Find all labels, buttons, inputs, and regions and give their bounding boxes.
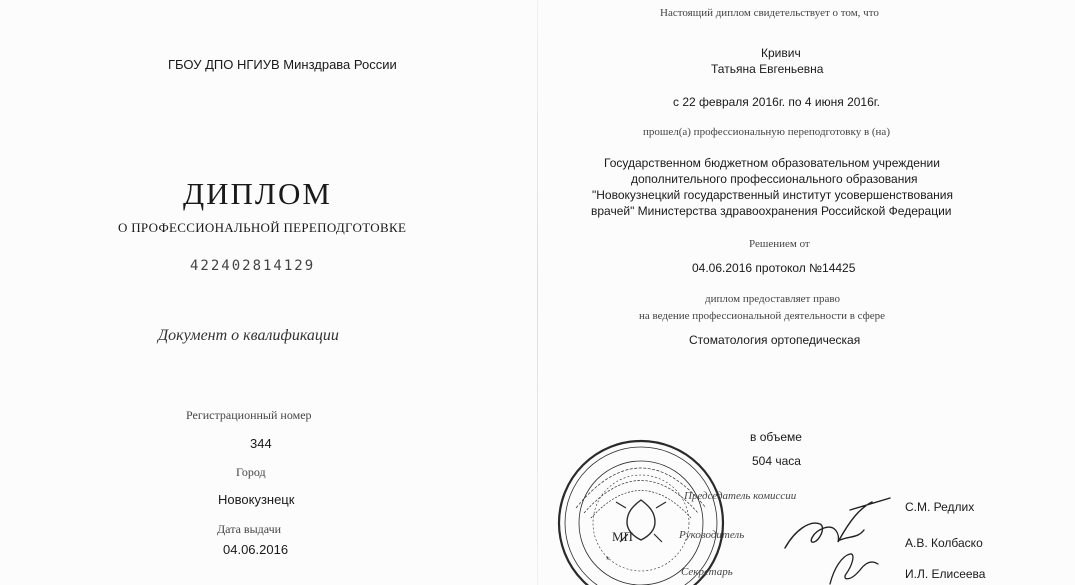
signature-icon xyxy=(820,548,890,585)
rights-text: на ведение профессиональной деятельности в сфере xyxy=(639,310,886,322)
city-value: Новокузнецк xyxy=(218,492,295,507)
issue-date-label: Дата выдачи xyxy=(217,522,282,536)
secretary-label: Секретарь xyxy=(681,566,733,578)
institution-line: "Новокузнецкий государственный институт усовершенствования xyxy=(592,188,953,202)
institution-line: Государственном бюджетном образовательном учреждении xyxy=(604,156,940,170)
head-name: А.В. Колбаско xyxy=(905,536,983,550)
registration-number-label: Регистрационный номер xyxy=(186,408,312,422)
document-type: Документ о квалификации xyxy=(158,327,339,344)
volume-value: 504 часа xyxy=(752,454,801,468)
decision-value: 04.06.2016 протокол №14425 xyxy=(692,261,856,275)
institution-line: дополнительного профессионального образования xyxy=(631,172,918,186)
city-label: Город xyxy=(236,465,266,479)
study-period: с 22 февраля 2016г. по 4 июня 2016г. xyxy=(673,95,881,109)
holder-surname: Кривич xyxy=(761,46,801,60)
official-seal-stamp xyxy=(556,438,726,585)
volume-label: в объеме xyxy=(750,430,802,444)
secretary-name: И.Л. Елисеева xyxy=(905,567,986,581)
commission-chair-name: С.М. Редлих xyxy=(905,500,975,514)
org-header: ГБОУ ДПО НГИУВ Минздрава России xyxy=(168,57,397,72)
specialty: Стоматология ортопедическая xyxy=(689,333,861,347)
diploma-title: ДИПЛОМ xyxy=(183,176,332,211)
decision-label: Решением от xyxy=(749,238,810,250)
diploma-number: 422402814129 xyxy=(190,258,316,274)
head-label: Руководитель xyxy=(679,529,745,541)
intro-text: Настоящий диплом свидетельствует о том, что xyxy=(660,7,879,19)
passed-text: прошел(а) профессиональную переподготовку в (на) xyxy=(643,126,890,138)
registration-number-value: 344 xyxy=(250,436,272,451)
svg-text:*: * xyxy=(606,555,610,565)
diploma-subtitle: О ПРОФЕССИОНАЛЬНОЙ ПЕРЕПОДГОТОВКЕ xyxy=(118,220,407,235)
rights-text: диплом предоставляет право xyxy=(705,293,840,305)
holder-name: Татьяна Евгеньевна xyxy=(711,62,824,76)
seal-mark: МП xyxy=(612,529,633,544)
page-fold xyxy=(537,0,538,585)
commission-chair-label: Председатель комиссии xyxy=(684,490,797,502)
institution-line: врачей" Министерства здравоохранения Российской Федерации xyxy=(591,204,952,218)
issue-date-value: 04.06.2016 xyxy=(223,542,289,557)
